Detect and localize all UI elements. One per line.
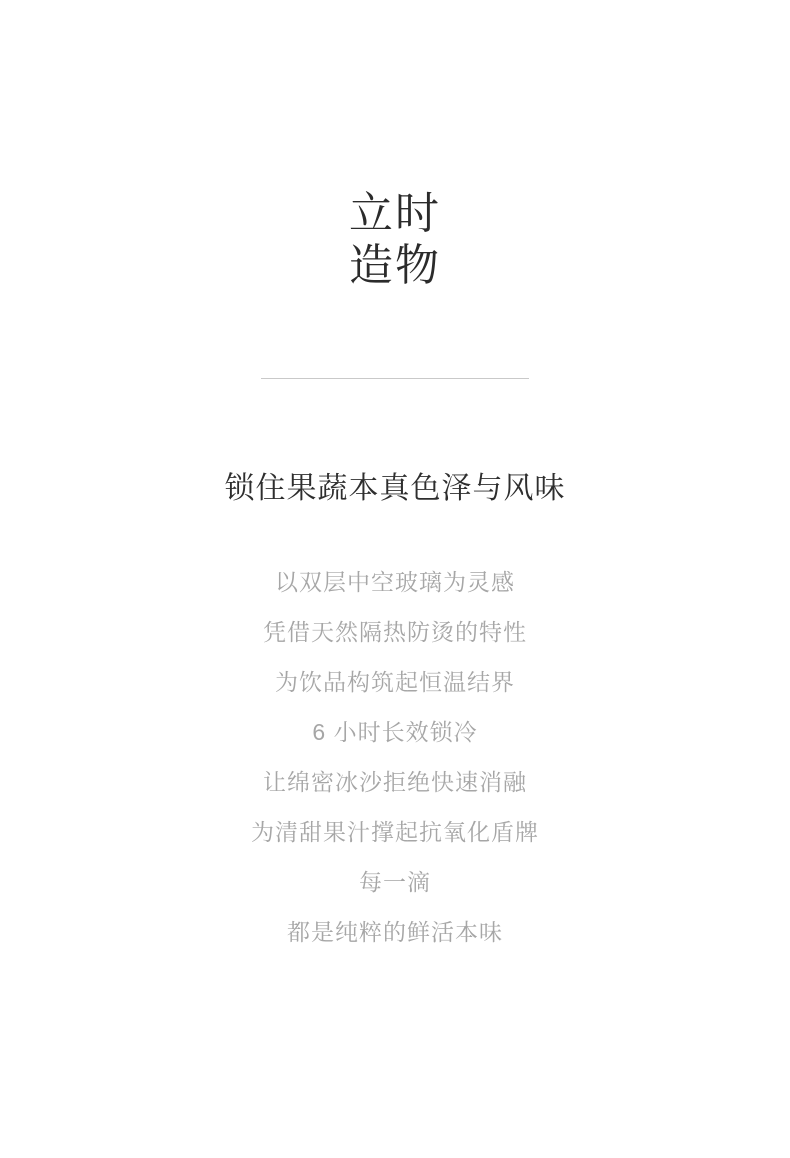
body-line: 为清甜果汁撑起抗氧化盾牌 [251,819,539,845]
body-line: 为饮品构筑起恒温结界 [275,669,515,695]
brand-line-1: 立时 [349,189,441,238]
horizontal-divider [261,378,529,379]
body-line: 每一滴 [359,869,431,895]
body-copy [0,557,790,957]
body-line: 凭借天然隔热防烫的特性 [263,619,527,645]
brand-logotype [349,188,441,292]
section-headline: 锁住果蔬本真色泽与风味 [224,472,566,505]
body-line: 让绵密冰沙拒绝快速消融 [263,769,527,795]
body-line: 都是纯粹的鲜活本味 [287,919,503,945]
brand-line-2: 造物 [349,241,441,290]
body-line: 以双层中空玻璃为灵感 [275,569,515,595]
body-line: 6 小时长效锁冷 [312,719,478,745]
divider-wrapper [0,378,790,379]
